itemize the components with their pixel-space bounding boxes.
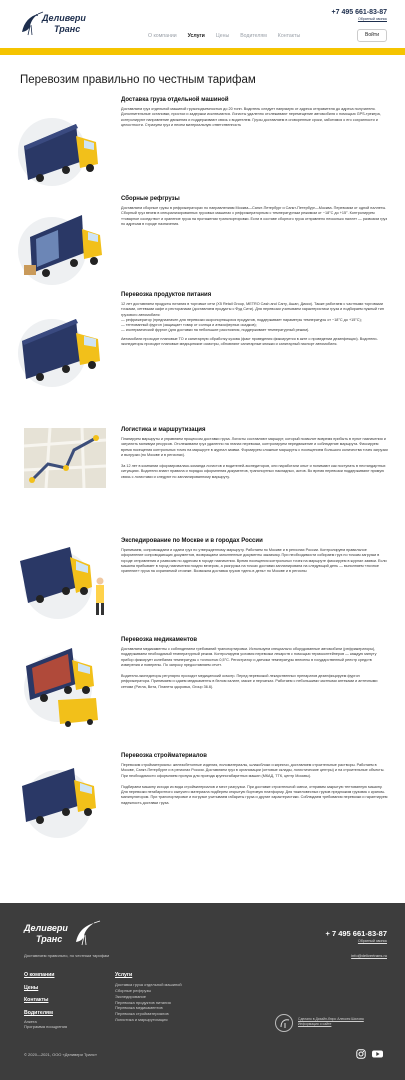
login-button[interactable]: Войти <box>357 29 387 42</box>
service-paragraph: Доставляем сборные грузы в рефрижераторах по направлениям Москва—Санкт-Петербург и Санкт-Петербург—Москва. Перевозим от одной паллеты. Сборный груз везем в специализированных грузовых машинах с рефрижераторным с температурным режимом от −18°C до +15°. Контролируем «товарное соседство» и хранение груза на протяжении транспортировки. Если в составе сборного груза отправлено несколько паллет — развозим груз по адресам в городе назначения. <box>121 206 388 226</box>
footer-tagline: Доставляем правильно, по честным тарифам <box>24 953 109 958</box>
footer-service-link[interactable]: Доставка груза отдельной машиной <box>115 982 182 988</box>
service-block-reefer <box>0 195 405 287</box>
service-description <box>121 437 388 483</box>
service-paragraph: Подбираем машину исходя из вида стройматериалов и мест разгрузки. При доставке строительной смеси, отправим закрытую тентованную машину. Для перевозки негабаритного сыпучего материала подберем открытую бортовую платформу. Для тяжеловесных грузов предложим грузовик с краном-манипулятором. При транспортировке и погрузке учитываем габариты груза и другие характеристики. Соблюдаем требования перевозки и гарантируем надежность доставки груза. <box>121 784 388 805</box>
nav-item-contacts[interactable]: Контакты <box>277 33 301 39</box>
footer-link-contacts[interactable]: Контакты <box>24 997 49 1004</box>
footer-services-heading[interactable]: Услуги <box>115 972 133 978</box>
footer-service-link[interactable]: Перевозка медикаментов <box>115 1005 163 1011</box>
footer-service-link[interactable]: Сборные рефгрузы <box>115 987 152 993</box>
site-info-link[interactable]: Информация о сайте <box>298 1021 332 1026</box>
food-truck-illustration <box>18 305 110 397</box>
construction-truck-illustration <box>18 756 110 848</box>
logo-text-line1: Деливери <box>42 13 86 23</box>
footer-links <box>24 972 67 1033</box>
dedicated-truck-illustration <box>18 102 110 194</box>
footer-link-rewards[interactable]: Программа поощрения <box>24 1024 68 1030</box>
footer-email-link[interactable]: info@delivertrans.ru <box>351 953 387 958</box>
page-title: Перевозим правильно по честным тарифам <box>20 74 256 86</box>
service-paragraph: 12 лет доставляем продукты питания в торговые сети (X5 Retail Group, METRO Cash and Carry, Ашан, Дикси). Также работаем с частными торговыми точками, сетевыми кафе и ресторанами (доставляем продукты с Фуд Сити). Для перевозки учитываем характеристики груза и подбираем нужный тип грузового автомобиля: <box>121 302 384 317</box>
logo-text-line1: Деливери <box>24 923 68 933</box>
copyright: © 2020—2021, ООО «Деливери Транс» <box>24 1052 98 1057</box>
service-paragraph: — рефрижератор (предназначен для перевозки скоропортящихся продуктов, поддерживает параметры температуры от −18°C до +15°C); <box>121 317 362 322</box>
reefer-truck-illustration <box>18 203 110 295</box>
nav-item-drivers[interactable]: Водителям <box>240 33 267 39</box>
medicine-truck-illustration <box>18 640 110 732</box>
service-block-logistics <box>0 426 405 530</box>
service-description <box>121 206 388 231</box>
logo-text-line2: Транс <box>36 934 63 944</box>
service-block-construction <box>0 752 405 872</box>
service-paragraph: Доставляем медикаменты с соблюдением требований транспортировки. Используем специально оборудованные автомобили (рефрижераторы), поддерживаем необходимый температурный режим. Контролируем условия перевозки лекарств с помощью термоконтейнеров — каждую минуту прибор фиксирует колебания температуры с точностью 0,5°С. Регистратор и датчики температуры внесены в государственный реестр средств измерения и поверены. По запросу предоставляем отчет. <box>121 647 377 667</box>
forwarding-truck-illustration <box>18 539 110 631</box>
footer-services <box>115 972 182 1023</box>
service-title[interactable]: Сборные рефгрузы <box>121 196 180 202</box>
footer-callback-link[interactable]: Обратный звонок <box>357 939 387 943</box>
service-paragraph: Водители-экспедиторы регулярно проходят медицинский осмотр. Перед перевозкой лекарственных препаратов дезинфицируем фургон рефрижератора. Принимаем и сдаем медикаменты в белом халате, маске и перчатках. Работаем с небольшими частными аптеками и аптечными сетями (Ригла, Вита, Планета здоровья, Group 36.6). <box>121 674 378 689</box>
footer-link-about[interactable]: О компании <box>24 972 55 978</box>
footer-link-prices[interactable]: Цены <box>24 984 39 991</box>
service-description <box>121 302 388 351</box>
callback-link[interactable]: Обратный звонок <box>357 17 387 21</box>
footer-service-link[interactable]: Логистика и маршрутизация <box>115 1016 168 1022</box>
service-title[interactable]: Перевозка продуктов питания <box>121 292 212 298</box>
service-title[interactable]: Перевозка медикаментов <box>121 637 198 643</box>
site-footer <box>0 903 405 1080</box>
main-nav <box>148 33 300 40</box>
service-description <box>121 763 388 809</box>
footer-phone[interactable]: + 7 495 661-83-87 <box>325 929 387 938</box>
instagram-icon[interactable] <box>356 1049 366 1059</box>
service-paragraph: Принимаем, сопровождаем и сдаем груз по утвержденному маршруту. Работаем по Москве и в регионах России. Контролируем правильное оформление сопроводающих документов, возвращаем заполненные документы заказчику. При необходимости собираем груз по точкам загрузки в городе отправления и развозим по адресам в городе назначения. Время посещения контрольных точек на маршруте фиксируем в журнал заявки. Если машина прибывает в город назначения поздно вечером, а разгрузка на точках доставки запланирована на следующий день — выполняем «ночное хранение» груза на охраняемой стоянке. Возможна доставка грузов «день в день» по Москве и в регионы <box>121 548 387 573</box>
service-title[interactable]: Экспедирование по Москве и в городах России <box>121 538 263 544</box>
made-by-link[interactable]: Сделано в Дизайн-бюро Алексея Шилова <box>298 1017 364 1021</box>
made-by-info <box>298 1017 393 1027</box>
service-title[interactable]: Доставка груза отдельной машиной <box>121 97 229 103</box>
service-block-medicines <box>0 636 405 728</box>
service-paragraph: — изотермический фургон (для доставки на небольшие расстояния, поддерживает температурный режим). <box>121 328 310 333</box>
heron-logo-icon <box>18 10 44 36</box>
header-phone[interactable]: +7 495 661-83-87 <box>331 9 387 16</box>
accent-bar <box>0 48 405 55</box>
youtube-icon[interactable] <box>372 1049 382 1059</box>
service-paragraph: Перевозим стройматериалы: железобетонные изделия, пиломатериалы, шлакоблоки и кирпичи, доставляем строительные растворы. Работаем в Москве, Санкт-Петербурге и в регионах России. Доставляем груз в организации (оптовые склады, логистические центры) и на строительные объекты. При необходимости оформляем пропуск для проезда крупногабаритных машин (МКАД, ТТК, центр Москвы). <box>121 763 385 778</box>
footer-logo[interactable] <box>24 920 114 946</box>
service-paragraph: — тентованный фургон (защищает товар от солнца и атмосферных осадков); <box>121 323 257 327</box>
footer-link-drivers[interactable]: Водителям <box>24 1010 53 1017</box>
footer-service-link[interactable]: Перевозка стройматериалов <box>115 1011 169 1017</box>
footer-service-link[interactable]: Перевозка продуктов питания <box>115 999 171 1005</box>
footer-link-questionnaire[interactable]: Анкета <box>24 1018 37 1024</box>
logo-text-line2: Транс <box>54 24 81 34</box>
service-description <box>121 548 388 578</box>
footer-service-link[interactable]: Экспедирование <box>115 993 146 999</box>
nav-item-services[interactable]: Услуги <box>187 33 205 39</box>
service-block-forwarding <box>0 537 405 629</box>
service-block-dedicated <box>0 96 405 188</box>
route-map-illustration <box>22 426 108 490</box>
site-header <box>0 0 405 48</box>
service-title[interactable]: Логистика и маршрутизация <box>121 427 206 433</box>
service-paragraph: Автомобили проходят плановые ТО и санитарную обработку кузова (факт проведения фиксируется в акте о проведении дезинфекции). Водители-экспедиторы проходят плановые медицинские осмотры, обновляют санитарные книжки и санитарный паспорт автомобиля. <box>121 337 378 347</box>
nav-item-about[interactable]: О компании <box>148 33 177 39</box>
service-block-food <box>0 291 405 411</box>
service-paragraph: Доставляем груз отдельной машиной грузоподъемностью до 20 тонн. Водитель следует напрямую от адреса отправителя до адреса получателя. Дополнительные остановки, простои и задержки исключаются. Логисты удаленно отслеживают перемещение автомобиля с помощью GPS-трекера, контролируют направление движения и поддерживают связь с водителем. Грузы доставляем в оговоренные сроки, заботимся о его сохранности и целостности. Страхуем груз и несем материальную ответственность <box>121 107 381 127</box>
design-studio-badge-icon[interactable] <box>275 1014 293 1032</box>
service-title[interactable]: Перевозка стройматериалов <box>121 753 207 759</box>
service-paragraph: Планируем маршруты и управляем процессом доставки груза. Логисты составляют маршрут, который позволит вовремя прибыть в пункт назначения и затратить минимум ресурсов. Отслеживаем груз удаленно на этапах перевозки, контролируем передвижение и соблюдение маршрута. Фиксируем время посещения контрольных точек на маршруте в журнал заявки. Формируем сложные маршруты с посещением большого количества точек загрузки и выгрузки (по Москве и в регионах). <box>121 437 388 457</box>
service-paragraph: За 12 лет в компании сформировалась команда логистов и водителей-экспедиторов, они наработали опыт и понимают как поступать в нестандартных ситуациях. Водители знают правила и порядок оформления документов, транспортных накладных, актов. Во время перевозки поддерживают прямую связь с логистами и следуют по запланированному маршруту. <box>121 464 386 479</box>
service-description <box>121 107 388 132</box>
nav-item-prices[interactable]: Цены <box>215 33 230 39</box>
service-description <box>121 647 388 693</box>
logo[interactable] <box>18 10 98 36</box>
